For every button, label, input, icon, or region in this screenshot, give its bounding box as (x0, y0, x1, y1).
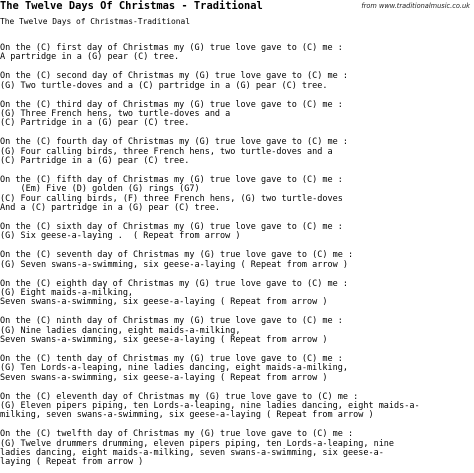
lyric-line: (G) Three French hens, two turtle-doves and a (0, 108, 231, 119)
lyric-line: On the (C) first day of Christmas my (G) true love gave to (C) me : (0, 43, 343, 53)
lyric-line: (G) Eleven pipers piping, ten Lords-a-leaping, nine ladies dancing, eight maids-a- (0, 400, 420, 411)
song-title: The Twelve Days Of Christmas - Traditional (0, 0, 263, 12)
lyrics-stanza (0, 223, 474, 242)
lyric-line: On the (C) seventh day of Christmas my (G) true love gave to (C) me : (0, 250, 354, 261)
lyric-line: (C) Partridge in a (G) pear (C) tree. (0, 118, 190, 129)
lyric-line: Seven swans-a-swimming, six geese-a-laying ( Repeat from arrow ) (0, 372, 328, 383)
lyrics-stanza (0, 393, 474, 421)
lyric-line: On the (C) sixth day of Christmas my (G) true love gave to (C) me : (0, 221, 343, 232)
lyric-line: (C) Partridge in a (G) pear (C) tree. (0, 156, 190, 167)
lyric-line: laying ( Repeat from arrow ) (0, 457, 144, 468)
lyric-line: On the (C) fourth day of Christmas my (G) true love gave to (C) me : (0, 137, 348, 148)
lyrics-stanza (0, 72, 474, 91)
lyric-line: (Em) Five (D) golden (G) rings (G7) (0, 184, 200, 195)
lyrics-stanza (0, 101, 474, 129)
lyrics-stanza (0, 44, 474, 63)
lyric-line: On the (C) eighth day of Christmas my (G) true love gave to (C) me : (0, 278, 348, 289)
lyric-line: (G) Two turtle-doves and a (C) partridge in a (G) pear (C) tree. (0, 80, 328, 91)
lyrics-body (0, 44, 474, 473)
lyric-line: ladies dancing, eight maids-a-milking, seven swans-a-swimming, six geese-a- (0, 448, 384, 458)
lyric-line: Seven swans-a-swimming, six geese-a-laying ( Repeat from arrow ) (0, 334, 328, 345)
lyrics-stanza (0, 280, 474, 308)
lyric-line: (G) Four calling birds, three French hens, two turtle-doves and a (0, 146, 333, 157)
lyric-line: (C) Four calling birds, (F) three French hens, (G) two turtle-doves (0, 193, 343, 204)
lyrics-stanza (0, 355, 474, 383)
source-site: from www.traditionalmusic.co.uk (361, 2, 470, 10)
lyrics-stanza (0, 430, 474, 468)
lyric-line: On the (C) twelfth day of Christmas my (G) true love gave to (C) me : (0, 429, 354, 440)
lyric-line: On the (C) third day of Christmas my (G) true love gave to (C) me : (0, 99, 343, 110)
lyric-line: (G) Nine ladies dancing, eight maids-a-milking, (0, 325, 241, 336)
lyric-line: On the (C) second day of Christmas my (G) true love gave to (C) me : (0, 71, 348, 82)
lyric-line: On the (C) eleventh day of Christmas my (G) true love gave to (C) me : (0, 391, 359, 402)
lyric-line: Seven swans-a-swimming, six geese-a-laying ( Repeat from arrow ) (0, 297, 328, 308)
lyric-line: (G) Eight maids-a-milking, (0, 287, 134, 298)
lyric-line: milking, seven swans-a-swimming, six geese-a-laying ( Repeat from arrow ) (0, 410, 374, 421)
lyric-line: On the (C) fifth day of Christmas my (G) true love gave to (C) me : (0, 174, 343, 185)
song-subtitle: The Twelve Days of Christmas-Traditional (0, 17, 191, 26)
lyric-line: (G) Twelve drummers drumming, eleven pipers piping, ten Lords-a-leaping, nine (0, 438, 395, 449)
lyric-line: On the (C) ninth day of Christmas my (G) true love gave to (C) me : (0, 316, 343, 327)
lyric-line: A partridge in a (G) pear (C) tree. (0, 52, 180, 63)
lyric-line: (G) Six geese-a-laying . ( Repeat from arrow ) (0, 231, 241, 242)
lyric-line: (G) Ten Lords-a-leaping, nine ladies dancing, eight maids-a-milking, (0, 363, 348, 374)
lyric-line: (G) Seven swans-a-swimming, six geese-a-laying ( Repeat from arrow ) (0, 259, 348, 270)
lyrics-stanza (0, 176, 474, 214)
lyrics-stanza (0, 317, 474, 345)
lyrics-stanza (0, 138, 474, 166)
lyric-line: On the (C) tenth day of Christmas my (G) true love gave to (C) me : (0, 353, 343, 364)
lyrics-stanza (0, 251, 474, 270)
lyric-line: And a (C) partridge in a (G) pear (C) tree. (0, 203, 221, 214)
